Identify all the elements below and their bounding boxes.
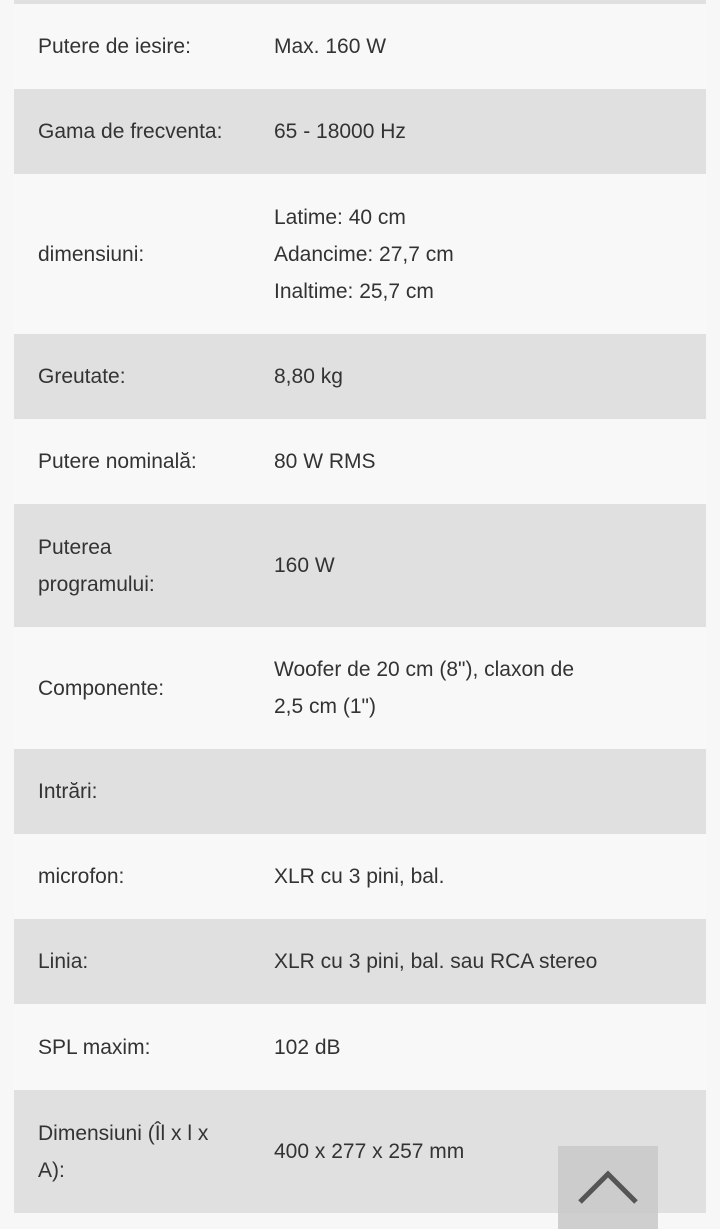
spec-label: microfon: — [38, 865, 125, 888]
spec-label: Putere nominală: — [38, 450, 197, 473]
spec-value-line: Inaltime: 25,7 cm — [274, 279, 434, 303]
spec-label: Intrări: — [38, 780, 98, 803]
spec-value-line: XLR cu 3 pini, bal. sau RCA stereo — [274, 950, 598, 973]
spec-label-line: Dimensiuni (Îl x l x — [38, 1121, 209, 1145]
spec-label: Putere de iesire: — [38, 35, 191, 58]
spec-value-line: 65 - 18000 Hz — [274, 120, 406, 143]
spec-row-putere-iesire — [14, 4, 706, 89]
spec-row-greutate — [14, 334, 706, 419]
spec-label-line: programului: — [38, 572, 155, 596]
spec-value — [274, 113, 706, 150]
spec-value — [274, 443, 706, 480]
spec-row-intrari — [14, 749, 706, 834]
spec-value — [274, 28, 706, 65]
spec-label-line: A): — [38, 1158, 65, 1182]
spec-value — [274, 943, 706, 980]
chevron-up-icon — [577, 1168, 639, 1208]
spec-value-line: 160 W — [274, 554, 335, 577]
specs-table — [14, 4, 706, 1213]
spec-value — [274, 1029, 706, 1066]
spec-value — [274, 199, 706, 310]
spec-label-line: Puterea — [38, 535, 112, 559]
spec-row-componente — [14, 627, 706, 749]
spec-value — [274, 358, 706, 395]
spec-value-line: 400 x 277 x 257 mm — [274, 1140, 465, 1163]
spec-value-line: 2,5 cm (1") — [274, 695, 376, 718]
spec-row-microfon — [14, 834, 706, 919]
spec-value-line: 8,80 kg — [274, 365, 343, 388]
spec-label — [14, 529, 274, 603]
spec-value-line: 80 W RMS — [274, 450, 376, 473]
spec-row-spl-maxim — [14, 1004, 706, 1090]
spec-value-line: Woofer de 20 cm (8"), claxon de — [274, 658, 575, 681]
spec-label: Componente: — [38, 676, 165, 700]
spec-value-line: XLR cu 3 pini, bal. — [274, 865, 445, 888]
spec-value — [274, 547, 706, 584]
spec-label: Gama de frecventa: — [38, 120, 223, 143]
spec-value-line: Max. 160 W — [274, 35, 387, 58]
spec-value — [274, 858, 706, 895]
spec-row-dimensiuni — [14, 174, 706, 334]
spec-row-puterea-programului — [14, 504, 706, 627]
spec-row-gama-frecventa — [14, 89, 706, 174]
spec-value-line: Latime: 40 cm — [274, 205, 406, 229]
spec-label: Greutate: — [38, 365, 126, 388]
spec-label: dimensiuni: — [38, 242, 145, 266]
spec-value — [274, 651, 706, 725]
spec-value-line: Adancime: 27,7 cm — [274, 242, 454, 266]
spec-row-linia — [14, 919, 706, 1004]
spec-label: Linia: — [38, 950, 89, 973]
spec-label — [14, 1115, 274, 1189]
spec-value-line: 102 dB — [274, 1035, 341, 1059]
scroll-to-top-button[interactable] — [558, 1146, 658, 1229]
spec-label: SPL maxim: — [38, 1035, 151, 1059]
spec-row-putere-nominala — [14, 419, 706, 504]
